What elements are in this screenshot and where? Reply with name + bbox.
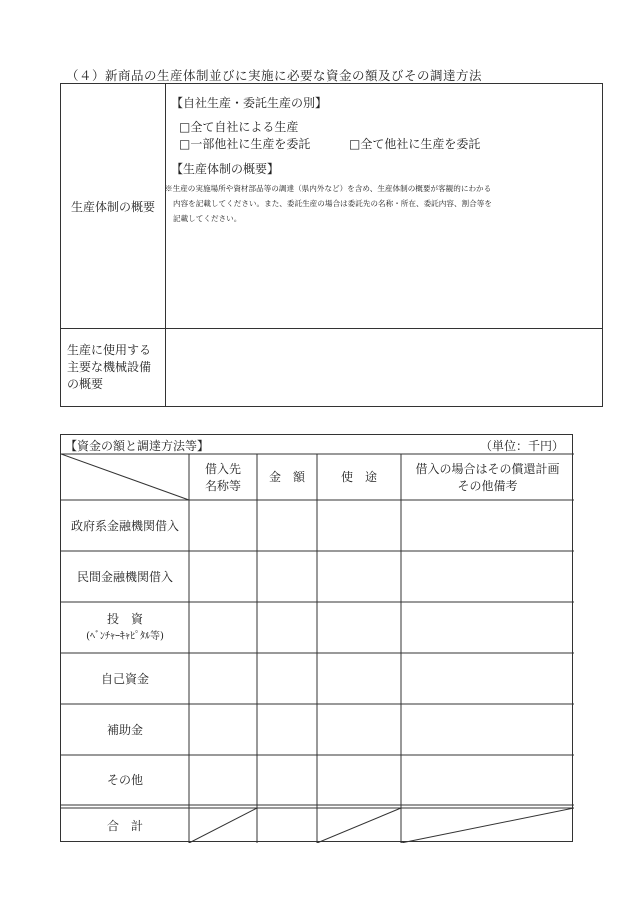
header-line: 金 額 [268, 470, 305, 484]
unit-label: （単位：千円） [479, 439, 564, 453]
instruction-note [165, 181, 601, 226]
row-label-text: 合 計 [106, 818, 143, 833]
row-label-private-loans [61, 551, 189, 602]
note-line: 記載してください。 [173, 214, 242, 223]
column-header-amount [257, 469, 317, 486]
row-label-text: 補助金 [106, 722, 143, 737]
label-line: 主要な機械設備 [67, 360, 152, 374]
machinery-overview-label [67, 342, 163, 393]
row-label-text: 投 資 [106, 611, 143, 626]
row-label-government-loans [61, 500, 189, 551]
own-or-outsourced-title: 【自社生産・委託生産の別】 [171, 96, 328, 110]
header-line: 借入先 [204, 462, 241, 476]
row-label-other [61, 755, 189, 805]
column-header-lender [189, 461, 257, 495]
row-label-text: 自己資金 [100, 671, 149, 686]
option-all-outsourced[interactable]: □全て他社に生産を委託 [349, 137, 481, 151]
row-label-text: 政府系金融機関借入 [70, 518, 179, 533]
row-label-investment [61, 602, 189, 653]
header-line: 使 途 [340, 470, 377, 484]
production-table [60, 83, 603, 407]
note-line: 内容を記載してください。また、委託生産の場合は委託先の名称・所在、委託内容、割合等を [173, 199, 492, 208]
row-label-text: 生産体制の概要 [70, 199, 155, 214]
option-partial-outsourcing[interactable]: □一部他社に生産を委託 [179, 137, 311, 151]
row-sublabel: (ﾍﾞﾝﾁｬｰｷｬﾋﾟﾀﾙ等) [86, 630, 164, 642]
table-divider [165, 84, 166, 406]
production-overview-label [61, 84, 165, 328]
row-label-text: 民間金融機関借入 [76, 569, 173, 584]
production-overview-title: 【生産体制の概要】 [171, 162, 280, 176]
note-line: ※生産の実施場所や資材部品等の調達（県内外など）を含め、生産体制の概要が客観的にわかる [165, 184, 492, 193]
row-label-text: その他 [106, 773, 143, 787]
label-line: 生産に使用する [67, 343, 152, 357]
section-heading: （４）新商品の生産体制並びに実施に必要な資金の額及びその調達方法 [66, 68, 483, 83]
header-line: 借入の場合はその償還計画 [415, 462, 560, 476]
column-header-purpose [317, 469, 401, 486]
label-line: の概要 [67, 377, 104, 391]
row-label-subsidy [61, 704, 189, 755]
option-all-own-production[interactable]: □全て自社による生産 [179, 120, 299, 134]
column-header-repayment-notes [401, 461, 574, 495]
header-line: 名称等 [204, 479, 241, 493]
row-label-total [61, 808, 189, 843]
funding-table [60, 434, 573, 842]
header-line: その他備考 [457, 479, 518, 493]
table-divider [61, 328, 602, 329]
row-label-own-funds [61, 653, 189, 704]
funding-title: 【資金の額と調達方法等】 [65, 439, 210, 453]
